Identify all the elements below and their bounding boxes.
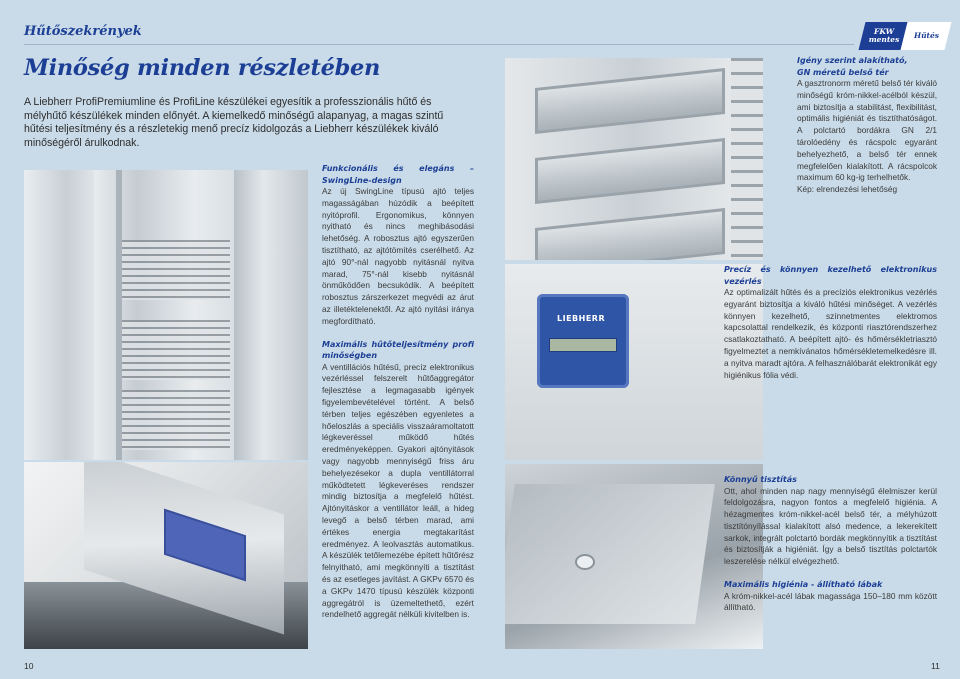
wire-shelf bbox=[122, 320, 230, 380]
cooling-badge: Hűtés bbox=[901, 22, 952, 50]
feet-heading: Maximális higiénia - állítható lábak bbox=[724, 580, 883, 590]
swingline-heading: Funkcionális és elegáns – SwingLine-design bbox=[322, 164, 474, 185]
door-frame-left bbox=[24, 170, 94, 460]
gn-text: A gasztronorm méretű belső tér kiváló minőségű króm-nikkel-acélból készül, ami biztosítja a stabilitást, flexibilitást, optimális higiéniát és tisztíthatóságot. A polctartó bordákra GN 2/1 tárolóedény és rácspolc egyaránt behelyezhető, a belső tér ennek megfelelően kialakított. A rácspolcok maximum 60 kg-ig terhelhetők. bbox=[797, 78, 937, 183]
brand-logo: LIEBHERR bbox=[557, 314, 606, 323]
control-text: Az optimalizált hűtés és a precíziós elektronikus vezérlés egyaránt biztosítja a kiváló hűtési minőséget. A vezérlés könnyen kezelhető, színnetmentes elektromos kapcsolattal rendelkezik, és központi riasztórendszerhez csatlakoztatható. A beépített ajtó- és hőmérsékletriasztó figyelmeztet a nemkívánatos hőmérsékletemelkedésre ill. a nyitva maradt ajtóra. A felhasználóbarát elektronikát egy higiénikus fólia védi. bbox=[724, 287, 937, 380]
cooling-heading: Maximális hűtőteljesítmény profi minőségben bbox=[322, 339, 474, 361]
gn-text-block bbox=[797, 55, 937, 196]
control-heading: Precíz és könnyen kezelhető elektronikus vezérlés bbox=[724, 265, 937, 286]
cooling-text: A ventillációs hűtésű, precíz elektronikus vezérléssel felszerelt hűtőaggregátor fejlesztése a legmagasabb igények figyelembevételével történt. A belső térben teljes egészében egyenletes a hőeloszlás a speciális visszaáramoltatott légkeveréssel működő hűtés eredményeképpen. Gyakori ajtónyitások vagy nagyobb mennyiségű friss áru behelyezésekor a dupla ventillátorral működtetett légkeveréses rendszer mindig biztosítja a megfelelő hűtést. Ajtónyitáskor a ventillátor leáll, a hideg levegő a belső térben marad, ami értékes energia megtakarítást eredményez. A leolvasztás automatikus. A készülék tetőlemezébe épített hűtőrész felnyitható, ami megkönnyíti a tisztítást és az esetleges javítást. A GKPv 6570 és a GKPv 1470 típusú készülék központi aggregátról is üzemeltethető, ezért rendelhető aggregát nélküli kivitelben is. bbox=[322, 361, 474, 620]
swingline-text: Az új SwingLine típusú ajtó teljes magasságában húzódik a beépített nyitóprofil. Ergonomikus, könnyen nyitható és nincs meghibásodási lehetőség. A robosztus ajtó egyszerűen tisztítható, az ajtótömítés cserélhető. Az ajtó 90°-nál nagyobb nyitásnál nyitva marad, 75°-nál kisebb nyitásnál önműködően becsukódik. A beépített robosztus zárszerkezet megvédi az árut az illetéktelenektől. Az ajtó nyitási iránya megfordítható. bbox=[322, 186, 474, 326]
shelf-support-ribs bbox=[731, 58, 763, 260]
fkw-free-badge: FKW mentes bbox=[859, 22, 910, 50]
gn-tray bbox=[535, 68, 725, 134]
middle-text-column bbox=[322, 163, 474, 621]
gn-tray bbox=[535, 208, 725, 260]
page-number-right: 11 bbox=[931, 661, 940, 671]
intro-text: A Liebherr ProfiPremiumline és ProfiLine készülékei egyesítik a professzionális hűtő és mélyhűtő készülékek minden előnyét. A kiemelkedő minőségű alapanyag, a magas szintű hűtési teljesítmény és a részletekig menő precíz kidolgozás a Liebherr készülékek kiváló minőségéről árulkodnak. bbox=[24, 96, 444, 149]
drain-opening bbox=[575, 554, 595, 570]
cooling-unit-photo bbox=[24, 462, 308, 649]
wire-shelf bbox=[122, 240, 230, 300]
clean-text: Ott, ahol minden nap nagy mennyiségű élelmiszer kerül feldolgozásra, nagyon fontos a megfelelő higiénia. A hézagmentes króm-nikkel-acél belső tér, a mélyhúzott tisztítónyílással kialakított alsó medence, a lekerekített sarkok, integrált polctartó bordák megkönnyítik a tisztítást és biztosítják a higiéniát. Így a belső tisztítás polctartók leszerelése nélkül elvégezhető. bbox=[724, 485, 937, 567]
feet-text: A króm-nikkel-acél lábak magassága 150–180 mm között állítható. bbox=[724, 590, 937, 613]
control-text-block bbox=[724, 264, 937, 381]
clean-heading: Könnyű tisztítás bbox=[724, 475, 797, 484]
section-title: Hűtőszekrények bbox=[24, 24, 142, 39]
gn-tray bbox=[535, 138, 725, 204]
shelves-photo bbox=[24, 170, 308, 460]
badge-group bbox=[862, 19, 950, 53]
gn-heading-line2: GN méretű belső tér bbox=[797, 67, 889, 77]
controller-display bbox=[549, 338, 617, 352]
gn-caption: Kép: elrendezési lehetőség bbox=[797, 184, 898, 195]
gn-heading-line1: Igény szerint alakítható, bbox=[797, 56, 908, 65]
door-frame-right bbox=[234, 170, 308, 460]
interior-floor bbox=[505, 484, 715, 624]
page-title: Minőség minden részletében bbox=[24, 55, 381, 81]
cleaning-text-block bbox=[724, 474, 937, 614]
header-divider bbox=[24, 44, 854, 45]
wire-shelf bbox=[122, 390, 230, 450]
page-number-left: 10 bbox=[24, 661, 34, 671]
gn-trays-photo bbox=[505, 58, 763, 260]
